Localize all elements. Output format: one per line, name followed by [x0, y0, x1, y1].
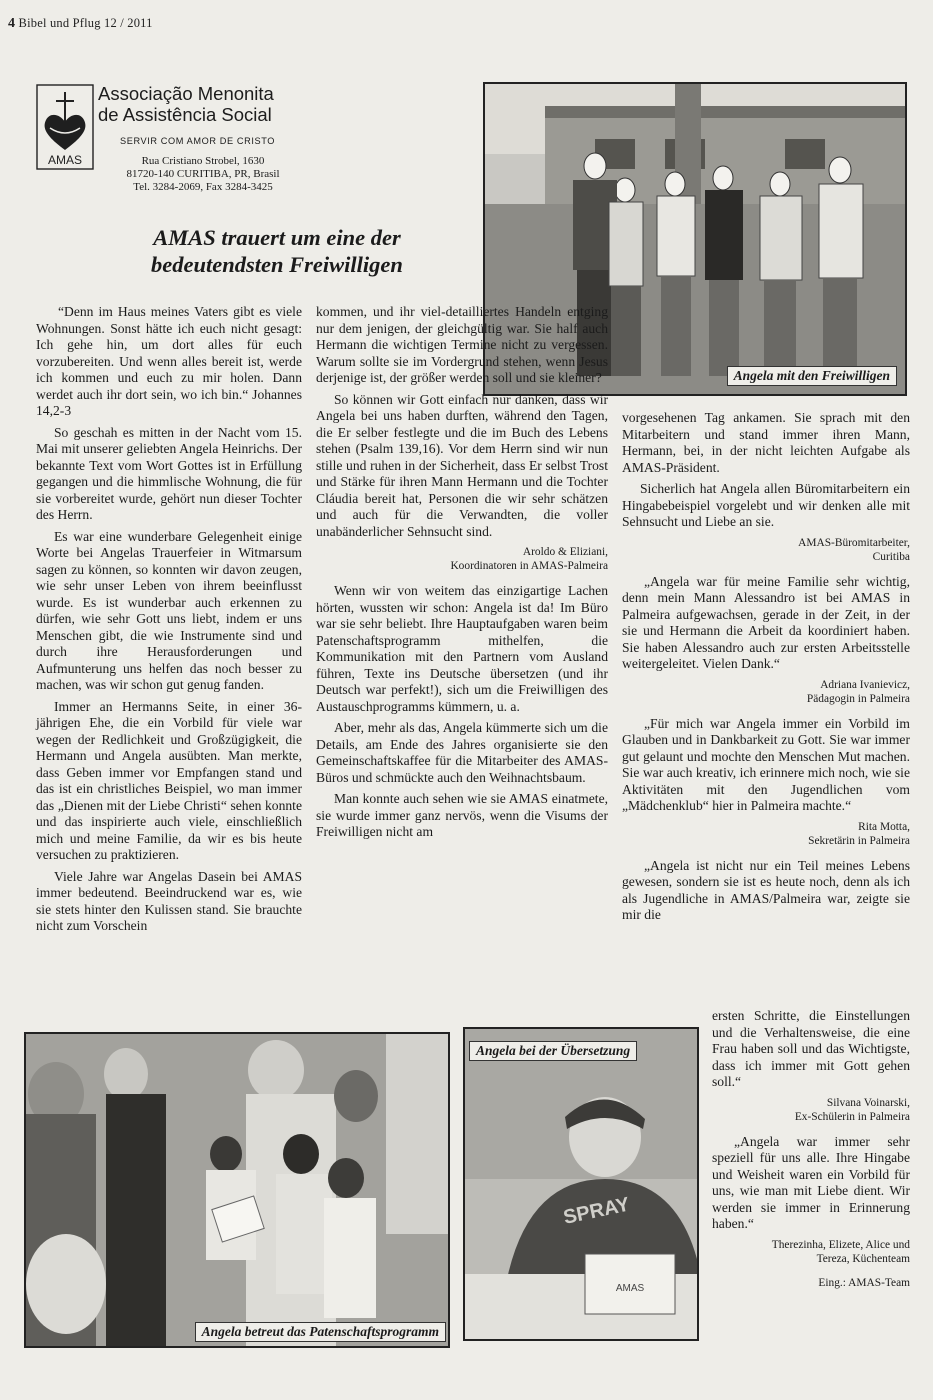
signature-aroldo: Aroldo & Eliziani, Koordinatoren in AMAS-Palmeira [450, 546, 608, 572]
sponsorship-caption: Angela betreut das Patenschaftsprogramm [195, 1322, 446, 1342]
paragraph: Wenn wir von weitem das einzigartige Lachen hörten, wussten wir schon: Angela ist da! Im Büro war sie sehr beliebt. Ihre Hauptaufgaben waren beim Patenschaftsprogramm mithelfen, die Kommunikation mit den Partnern vom Ausland führen, Texte ins Deutsche übersetzen (und ihr Deutsch war perfekt!), sich um die Freiwilligen des Austauschprogramms kümmern, u. a. [316, 583, 608, 714]
paragraph: So können wir Gott einfach nur danken, dass wir Angela bei uns haben durften, während den Tagen, die Er selber festlegte und die im Buch des Lebens stehen (Psalm 139,16). Vor dem Herrn sind wir nun stille und ruhen in der Sicherheit, dass Er selbst Trost und Stärke für ihren Mann Hermann und die Tochter Cláudia bereit hat, Personen die wir sehr schätzen und auch für die Verwandten, die voller unabänderlicher Sehnsucht sind. [316, 391, 608, 539]
volunteers-caption: Angela mit den Freiwilligen [727, 366, 897, 386]
box-text: AMAS [615, 1283, 645, 1294]
article-column-2 [316, 304, 608, 846]
signature-adriana: Adriana Ivanievicz, Pädagogin in Palmeira [806, 678, 910, 705]
scripture-quote: “Denn im Haus meines Vaters gibt es viele Wohnungen. Sonst hätte ich euch nicht gesagt: Ich gehe hin, um dort alles für euch vorzubereiten. Und wenn alles bereit ist, werde ich kommen und euch zu mir holen. Dann werdet auch ihr dort sein, wo ich bin.“ Johannes 14,2-3 [36, 304, 302, 418]
tribute-quote-rita: „Für mich war Angela immer ein Vorbild im Glauben und in Dankbarkeit zu Gott. Sie war immer gut gelaunt und mochte den Menschen Mut machen. Sie war auch kreativ, ich erinnere mich noch, wie sie Aktivitäten mit den Jugendlichen vom „Mädchenklub“ hier in Palmeira machte.“ [622, 715, 910, 813]
sponsorship-photo [24, 1032, 450, 1348]
submitted-by: Eing.: AMAS-Team [818, 1276, 910, 1289]
page-number: 4 [8, 16, 16, 31]
tribute-quote-silvana-end: ersten Schritte, die Einstellungen und die Verhaltensweise, die eine Frau haben soll und das Wichtigste, dass ich immer mit Gott gehen soll.“ [712, 1008, 910, 1089]
page-header [8, 16, 153, 32]
organization-address: Rua Cristiano Strobel, 1630 81720-140 CURITIBA, PR, Brasil Tel. 3284-2069, Fax 3284-3425 [126, 155, 280, 193]
article-column-1 [36, 304, 302, 940]
paragraph: Viele Jahre war Angelas Dasein bei AMAS immer bedeutend. Beeindruckend war es, wie sie stets hinter den Kulissen stand. Sie brauchte nicht zum Vorschein [36, 868, 302, 933]
article-title: AMAS trauert um eine der bedeutendsten Freiwilligen [151, 225, 403, 277]
organization-name: Associação Menonita de Assistência Social [98, 83, 274, 125]
paragraph: Immer an Hermanns Seite, in einer 36-jährigen Ehe, die ein Vorbild für viele war wegen der Redlichkeit und Großzügigkeit, die Hermann und Angela ausübten. Man merkte, dass Geben immer vor Empfangen stand und das ist ein christliches Beispiel, wo man immer das „Dienen mit der Liebe Christi“ sehen konnte und das inspirierte auch viele, einschließlich mich und meine Familie, da wir es bis heute versuchen zu praktizieren. [36, 698, 302, 862]
paragraph: Man konnte auch sehen wie sie AMAS einatmete, sie wurde immer ganz nervös, wenn die Visums der Freiwilligen nicht am [316, 791, 608, 839]
tribute-quote-adriana: „Angela war für meine Familie sehr wichtig, denn mein Mann Alessandro ist bei AMAS in Palmeira aufgewachsen, gerade in der Zeit, in der sie und Hermann die Arbeit da koordiniert haben. Sie haben Alessandro auch zur ersten Arbeitsstelle weitergeleitet. Vielen Dank.“ [622, 573, 910, 671]
paragraph: vorgesehenen Tag ankamen. Sie sprach mit den Mitarbeitern und stand immer ihren Mann, Hermann, bei, in der nicht leichten Aufgabe als AMAS-Präsident. [622, 410, 910, 475]
article-column-3 [622, 410, 910, 924]
paragraph: Sicherlich hat Angela allen Büromitarbeitern ein Hingabebeispiel vorgelebt und wir denken alle mit Sehnsucht und Liebe an sie. [622, 481, 910, 529]
logo-text: AMAS [47, 153, 83, 167]
amas-logo-icon [36, 84, 94, 170]
signature-kitchen-team: Therezinha, Elizete, Alice und Tereza, Küchenteam [771, 1238, 910, 1265]
paragraph: kommen, und ihr viel-detailliertes Handeln entging nur dem jenigen, der gleichgültig war. Sie half auch Hermann die wichtigen Termine nicht zu vergessen. Warum sollte sie im Vordergrund stehen, wenn Jesus derjenige ist, der größer werden soll und sie kleiner? [316, 304, 608, 385]
signature-silvana: Silvana Voinarski, Ex-Schülerin in Palmeira [794, 1096, 910, 1123]
signature-office-staff: AMAS-Büromitarbeiter, Curitiba [798, 536, 910, 563]
tribute-quote-silvana-start: „Angela ist nicht nur ein Teil meines Lebens gewesen, sondern sie ist es heute noch, denn als ich als Jugendliche in AMAS/Palmeira war, zeigte sie mir die [622, 857, 910, 922]
shirt-text: SPRAY [561, 1193, 632, 1229]
publication-name: Bibel und Pflug 12 / 2011 [18, 16, 153, 30]
article-column-3-lower [712, 1008, 910, 1300]
tribute-quote-kitchen-team: „Angela war immer sehr speziell für uns alle. Ihre Hingabe und Weisheit waren ein Vorbild für uns, wie man mit Liebe dient. Wir werden sie immer in Erinnerung haben.“ [712, 1133, 910, 1231]
paragraph: Aber, mehr als das, Angela kümmerte sich um die Details, am Ende des Jahres organisierte sie den Gemeinschaftskaffee für die Mitarbeiter des AMAS-Büros und schmückte auch den Weihnachtsbaum. [316, 720, 608, 785]
translation-caption: Angela bei der Übersetzung [469, 1041, 637, 1061]
translation-photo [463, 1027, 699, 1341]
paragraph: Es war eine wunderbare Gelegenheit einige Worte bei Angelas Trauerfeier in Witmarsum sagen zu können, so konnten wir davon zeugen, wie sehr unser Leben von ihrem beeinflusst wurde. Es ist wunderbar auch erkennen zu dürfen, wie sehr Gott uns liebt, indem er uns Menschen gibt, die wie Instrumente sind und durch ihre Herausforderungen und Aufmunterung uns helfen das noch besser zu machen, was wir schon gut genug fanden. [36, 528, 302, 692]
paragraph: So geschah es mitten in der Nacht vom 15. Mai mit unserer geliebten Angela Heinrichs. Der bekannte Text vom Wort Gottes ist in Erfüllung gegangen und die himmlische Wohnung, die für sie vorbereitet wurde, gehört nun dieser Tochter des Herrn. [36, 424, 302, 522]
signature-rita: Rita Motta, Sekretärin in Palmeira [808, 820, 910, 847]
organization-motto: SERVIR COM AMOR DE CRISTO [120, 136, 276, 146]
